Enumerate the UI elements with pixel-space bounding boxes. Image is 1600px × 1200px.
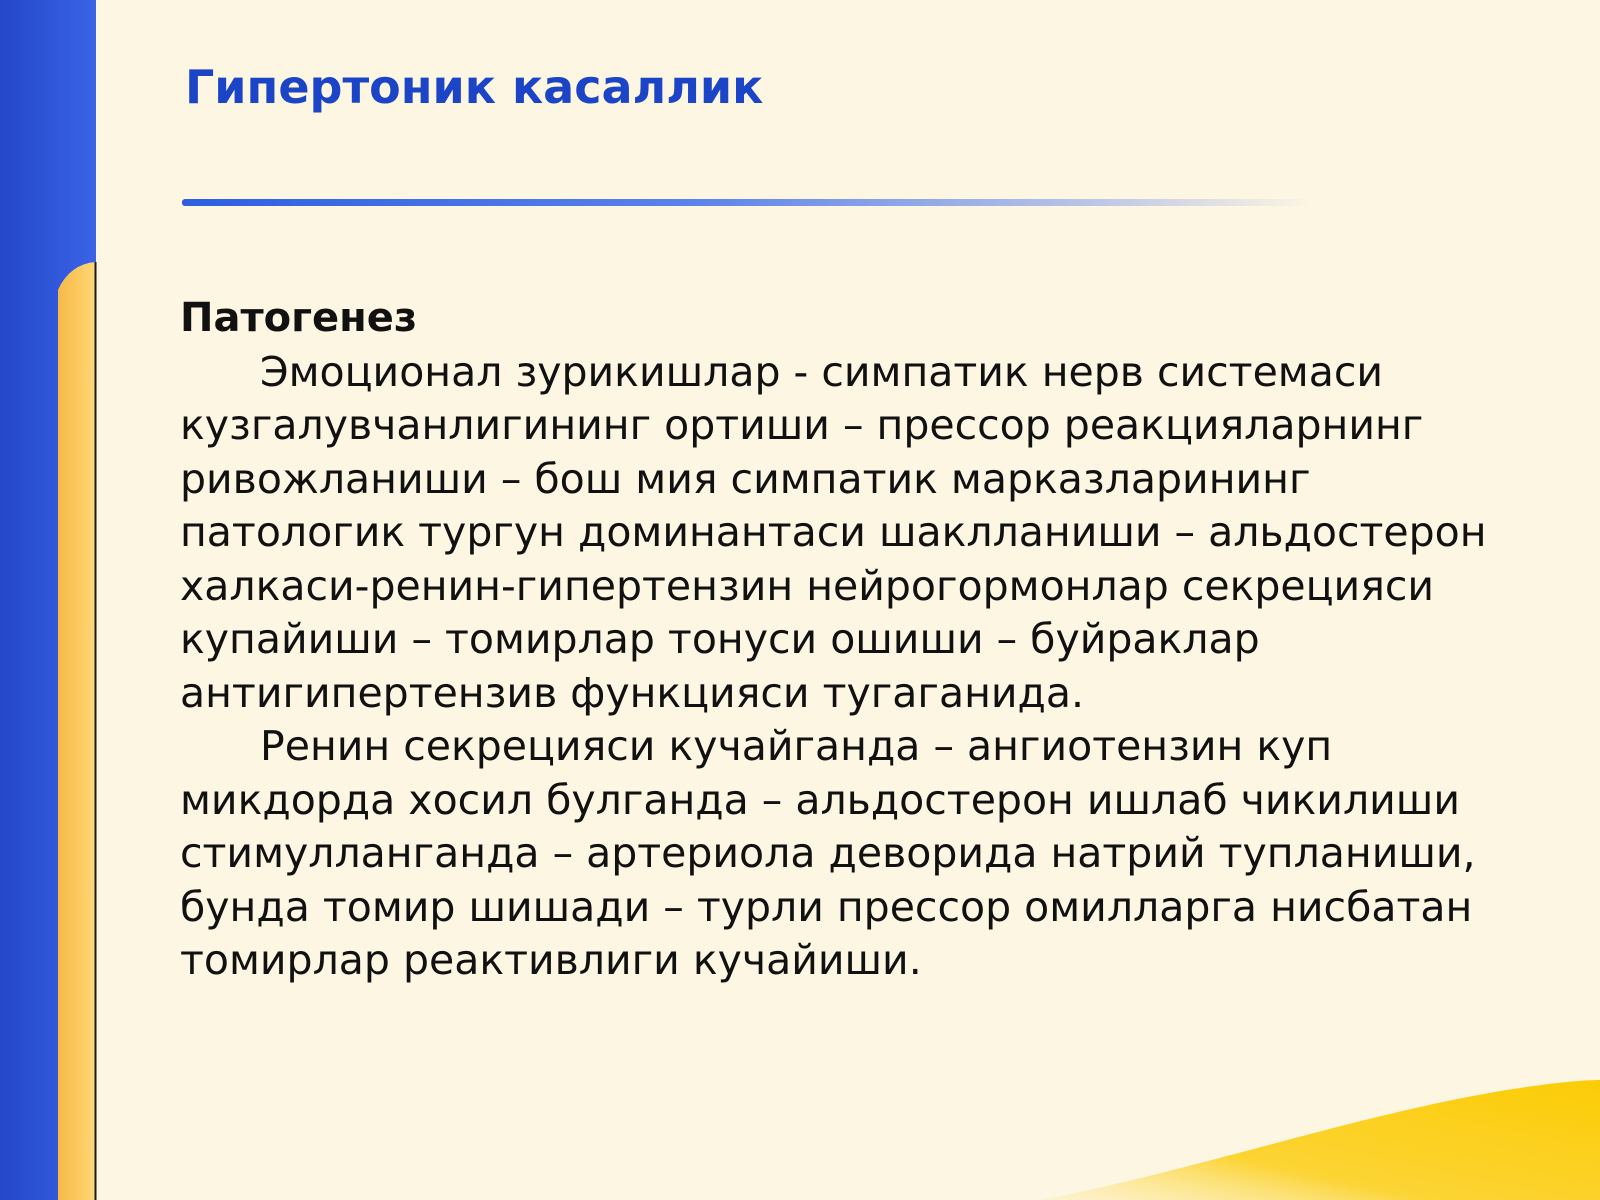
left-decorative-band — [0, 0, 100, 1200]
bottom-decorative-wave — [1040, 1050, 1600, 1200]
slide-body — [180, 292, 1510, 988]
body-paragraph: Ренин секрецияси кучайганда – ангиотензин куп микдорда хосил булганда – альдостерон ишлаб чикилиши стимулланганда – артериола деворида натрий тупланиши, бунда томир шишади – турли прессор омилларга нисбатан томирлар реактивлиги кучайиши. — [180, 722, 1476, 984]
left-gold-band — [58, 262, 96, 1200]
slide-title: Гипертоник касаллик — [185, 60, 764, 114]
body-paragraph: Эмоционал зурикишлар - симпатик нерв системаси кузгалувчанлигининг ортиши – прессор реакцияларнинг ривожланиши – бош мия симпатик марказларининг патологик тургун доминантаси шаклланиши – альдостерон халкаси-ренин-гипертензин нейрогормонлар секрецияси купайиши – томирлар тонуси ошиши – буйраклар антигипертензив функцияси тугаганида. — [180, 347, 1487, 717]
title-divider — [182, 199, 1312, 206]
section-heading: Патогенез — [180, 295, 418, 341]
